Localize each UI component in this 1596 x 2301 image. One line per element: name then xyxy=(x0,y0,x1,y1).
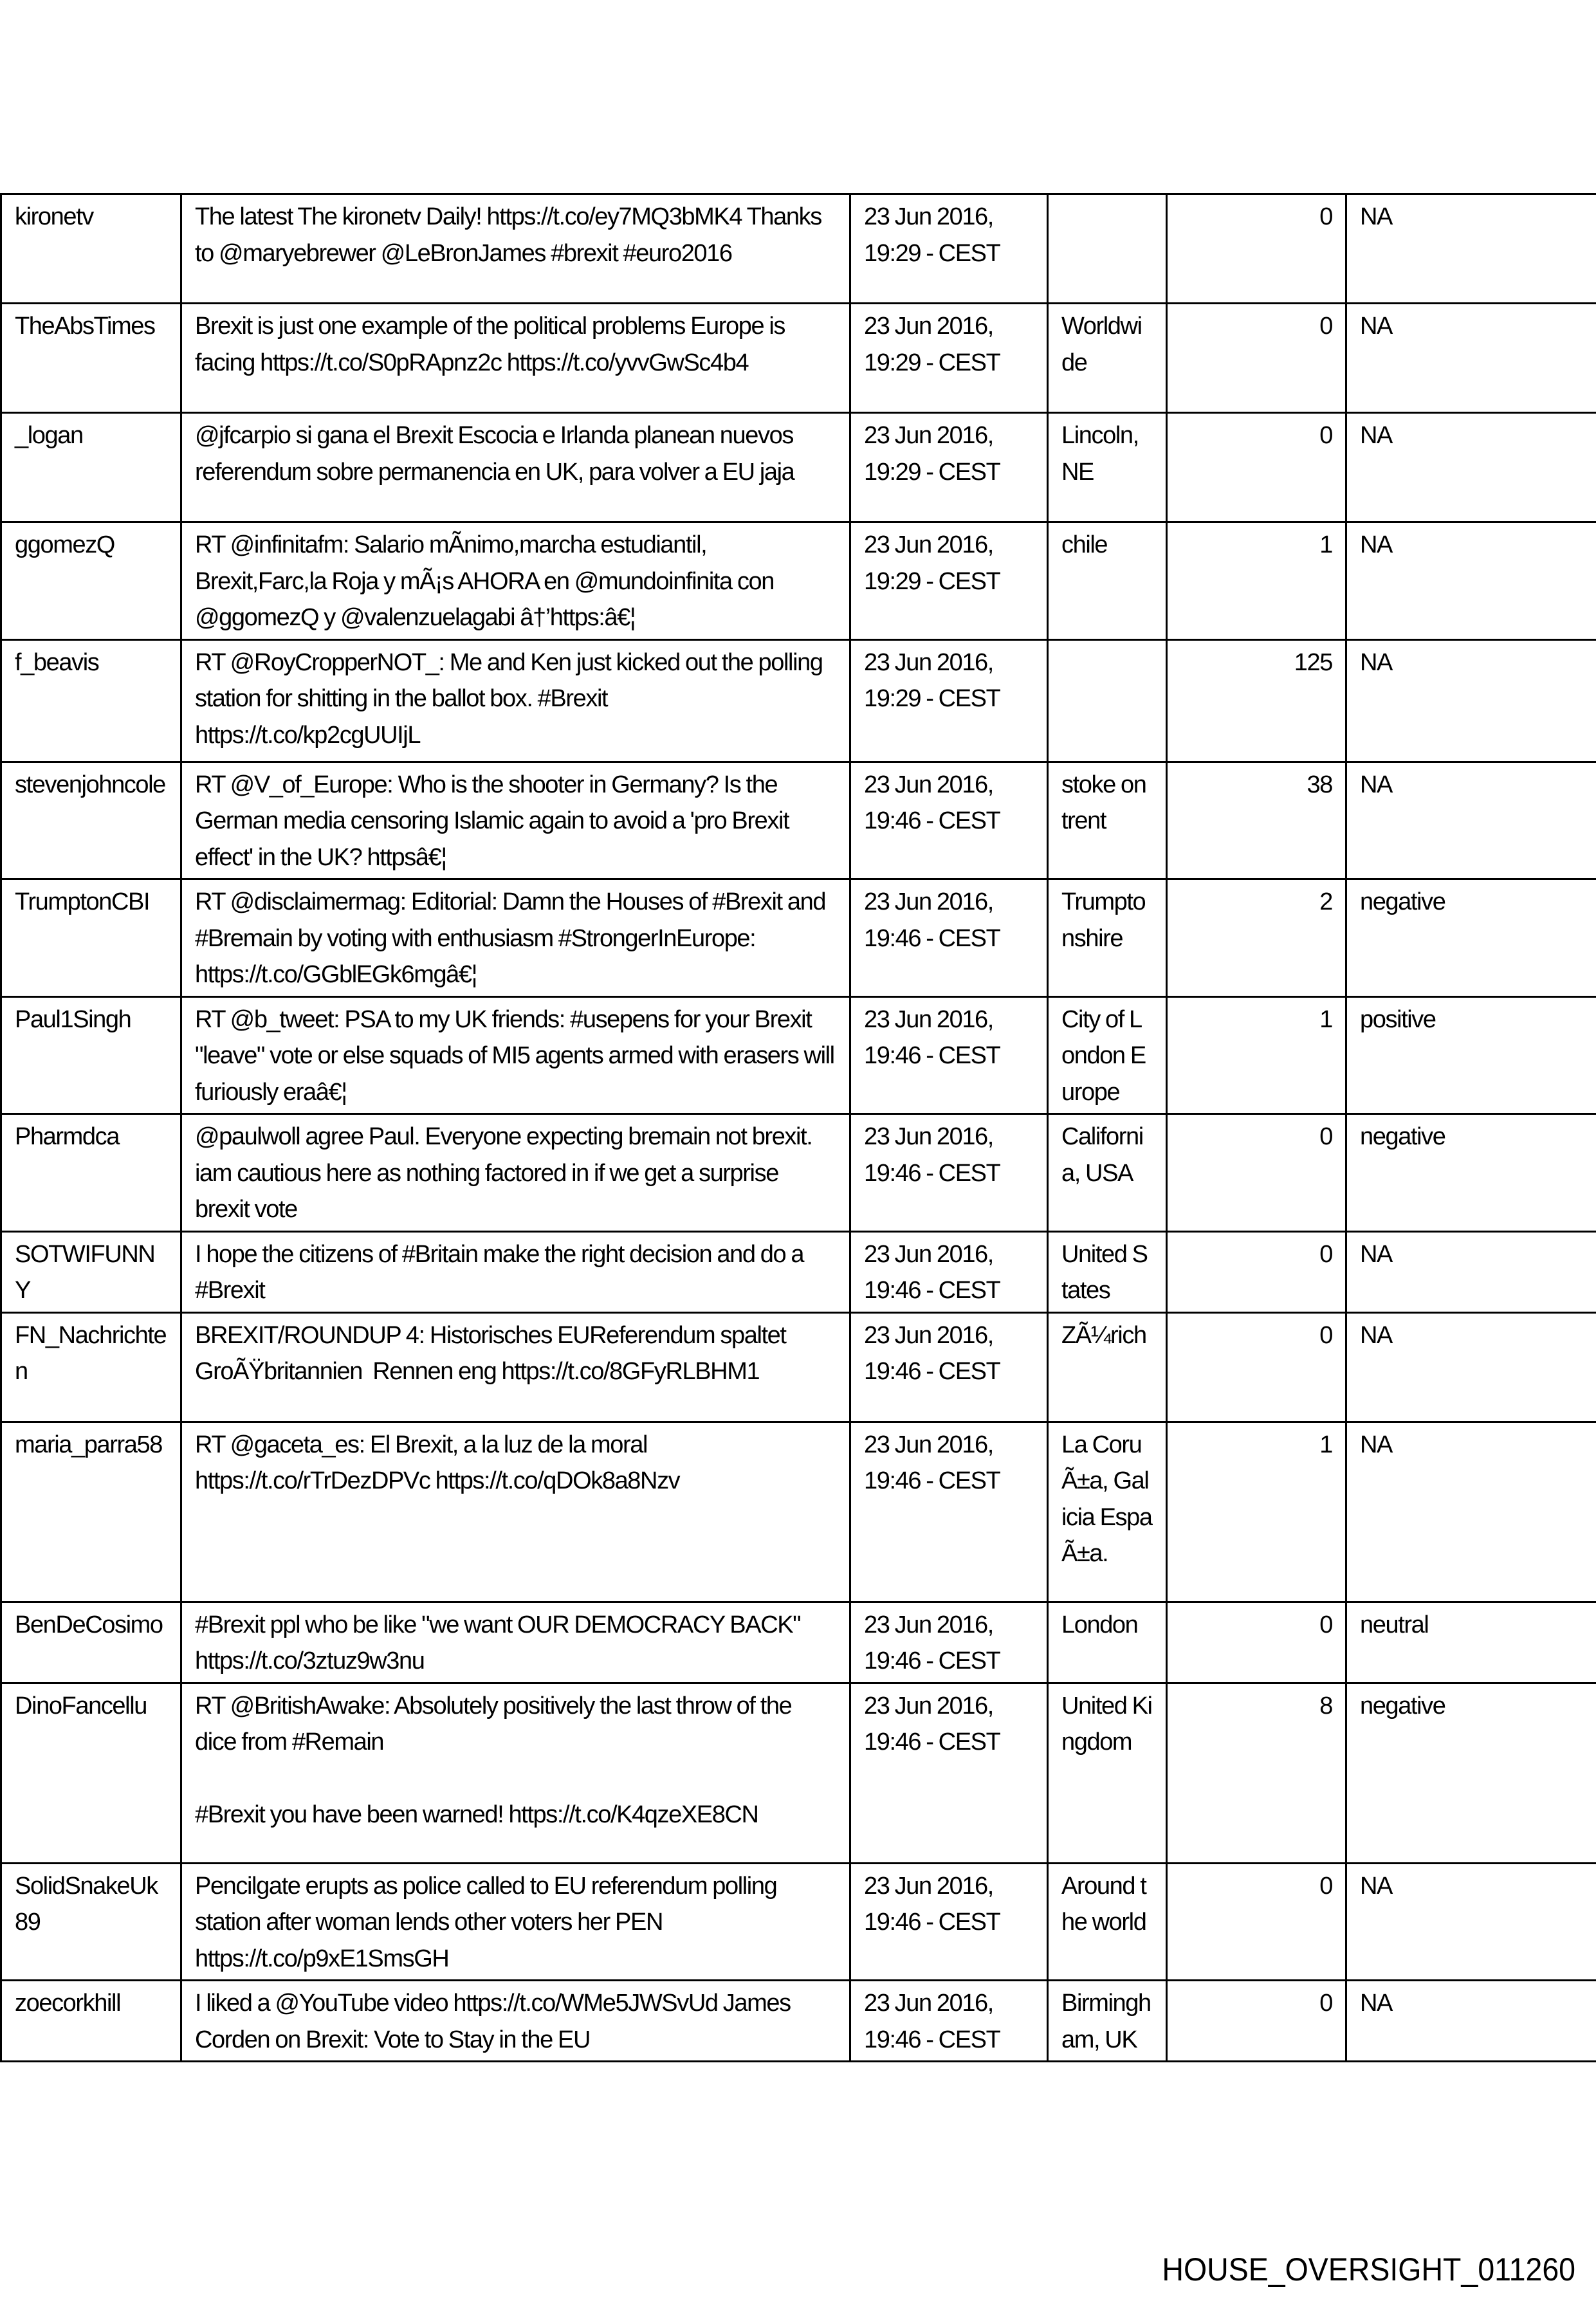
tweet-location: Worldwide xyxy=(1048,304,1167,413)
tweet-retweet-count: 0 xyxy=(1167,1981,1346,2062)
table-row xyxy=(1,1981,1596,2062)
tweet-text: #Brexit ppl who be like "we want OUR DEMOCRACY BACK" https://t.co/3ztuz9w3nu xyxy=(181,1602,850,1683)
tweet-retweet-count: 0 xyxy=(1167,194,1346,304)
tweet-text: RT @RoyCropperNOT_: Me and Ken just kicked out the polling station for shitting in the ballot box. #Brexit https://t.co/kp2cgUUIjL xyxy=(181,639,850,762)
tweet-retweet-count: 0 xyxy=(1167,1602,1346,1683)
tweet-text: RT @V_of_Europe: Who is the shooter in Germany? Is the German media censoring Islamic again to avoid a 'pro Brexit effect' in the UK? httpsâ€¦ xyxy=(181,762,850,879)
tweet-location: Around the world xyxy=(1048,1863,1167,1981)
tweet-location: stoke on trent xyxy=(1048,762,1167,879)
tweet-user: SolidSnakeUk89 xyxy=(1,1863,181,1981)
bates-number: HOUSE_OVERSIGHT_011260 xyxy=(1162,2251,1575,2287)
tweet-sentiment: NA xyxy=(1346,1231,1596,1312)
tweet-date: 23 Jun 2016, 19:46 - CEST xyxy=(850,762,1048,879)
tweet-date: 23 Jun 2016, 19:29 - CEST xyxy=(850,413,1048,522)
table-row xyxy=(1,1312,1596,1422)
tweet-table-container xyxy=(0,193,1596,2062)
tweet-date: 23 Jun 2016, 19:46 - CEST xyxy=(850,1683,1048,1863)
tweet-user: Pharmdca xyxy=(1,1114,181,1232)
tweet-retweet-count: 1 xyxy=(1167,1422,1346,1602)
tweet-sentiment: negative xyxy=(1346,1114,1596,1232)
tweet-retweet-count: 0 xyxy=(1167,413,1346,522)
tweet-sentiment: NA xyxy=(1346,194,1596,304)
tweet-retweet-count: 38 xyxy=(1167,762,1346,879)
tweet-date: 23 Jun 2016, 19:46 - CEST xyxy=(850,1312,1048,1422)
tweet-user: f_beavis xyxy=(1,639,181,762)
tweet-retweet-count: 1 xyxy=(1167,996,1346,1114)
tweet-text: Brexit is just one example of the political problems Europe is facing https://t.co/S0pRApnz2c https://t.co/yvvGwSc4b4 xyxy=(181,304,850,413)
table-row xyxy=(1,522,1596,640)
tweet-user: FN_Nachrichten xyxy=(1,1312,181,1422)
tweet-user: stevenjohncole xyxy=(1,762,181,879)
tweet-date: 23 Jun 2016, 19:46 - CEST xyxy=(850,1114,1048,1232)
table-row xyxy=(1,879,1596,997)
tweet-date: 23 Jun 2016, 19:29 - CEST xyxy=(850,639,1048,762)
tweet-location: Lincoln, NE xyxy=(1048,413,1167,522)
table-row xyxy=(1,996,1596,1114)
tweet-location: United States xyxy=(1048,1231,1167,1312)
tweet-retweet-count: 0 xyxy=(1167,1231,1346,1312)
tweet-location: United Kingdom xyxy=(1048,1683,1167,1863)
tweet-sentiment: negative xyxy=(1346,879,1596,997)
tweet-text: I hope the citizens of #Britain make the right decision and do a #Brexit xyxy=(181,1231,850,1312)
tweet-sentiment: NA xyxy=(1346,1863,1596,1981)
tweet-text: RT @disclaimermag: Editorial: Damn the Houses of #Brexit and #Bremain by voting with enthusiasm #StrongerInEurope: https://t.co/GGblEGk6mgâ€¦ xyxy=(181,879,850,997)
tweet-text: @jfcarpio si gana el Brexit Escocia e Irlanda planean nuevos referendum sobre permanencia en UK, para volver a EU jaja xyxy=(181,413,850,522)
tweet-user: TheAbsTimes xyxy=(1,304,181,413)
tweet-sentiment: neutral xyxy=(1346,1602,1596,1683)
tweet-user: SOTWIFUNNY xyxy=(1,1231,181,1312)
table-row xyxy=(1,1422,1596,1602)
tweet-location: chile xyxy=(1048,522,1167,640)
table-row xyxy=(1,1231,1596,1312)
tweet-user: Paul1Singh xyxy=(1,996,181,1114)
tweet-location: City of London Europe xyxy=(1048,996,1167,1114)
tweet-text: BREXIT/ROUNDUP 4: Historisches EUReferendum spaltet GroÃŸbritannien Rennen eng https://t.co/8GFyRLBHM1 xyxy=(181,1312,850,1422)
tweet-date: 23 Jun 2016, 19:46 - CEST xyxy=(850,1231,1048,1312)
tweet-location: Birmingham, UK xyxy=(1048,1981,1167,2062)
tweet-date: 23 Jun 2016, 19:46 - CEST xyxy=(850,1422,1048,1602)
tweet-sentiment: NA xyxy=(1346,1981,1596,2062)
tweet-user: BenDeCosimo xyxy=(1,1602,181,1683)
tweet-user: DinoFancellu xyxy=(1,1683,181,1863)
tweet-date: 23 Jun 2016, 19:46 - CEST xyxy=(850,1602,1048,1683)
tweet-user: zoecorkhill xyxy=(1,1981,181,2062)
tweet-sentiment: NA xyxy=(1346,413,1596,522)
tweet-location: Trumptonshire xyxy=(1048,879,1167,997)
tweet-text: Pencilgate erupts as police called to EU referendum polling station after woman lends other voters her PEN https://t.co/p9xE1SmsGH xyxy=(181,1863,850,1981)
tweet-text: RT @b_tweet: PSA to my UK friends: #usepens for your Brexit "leave" vote or else squads of MI5 agents armed with erasers will furiously eraâ€¦ xyxy=(181,996,850,1114)
tweet-date: 23 Jun 2016, 19:29 - CEST xyxy=(850,304,1048,413)
tweet-retweet-count: 0 xyxy=(1167,304,1346,413)
tweet-text: @paulwoll agree Paul. Everyone expecting bremain not brexit. iam cautious here as nothing factored in if we get a surprise brexit vote xyxy=(181,1114,850,1232)
tweet-location: La CoruÃ±a, Galicia EspaÃ±a. xyxy=(1048,1422,1167,1602)
table-row xyxy=(1,1863,1596,1981)
tweet-retweet-count: 8 xyxy=(1167,1683,1346,1863)
tweet-sentiment: negative xyxy=(1346,1683,1596,1863)
tweet-sentiment: NA xyxy=(1346,639,1596,762)
table-row xyxy=(1,762,1596,879)
tweet-location xyxy=(1048,639,1167,762)
tweet-sentiment: NA xyxy=(1346,762,1596,879)
tweet-text: RT @infinitafm: Salario mÃnimo,marcha estudiantil, Brexit,Farc,la Roja y mÃ¡s AHORA en @mundoinfinita con @ggomezQ y @valenzuelagabi â†’https:â€¦ xyxy=(181,522,850,640)
tweet-text: RT @gaceta_es: El Brexit, a la luz de la moral https://t.co/rTrDezDPVc https://t.co/qDOk8a8Nzv xyxy=(181,1422,850,1602)
tweet-retweet-count: 0 xyxy=(1167,1863,1346,1981)
tweet-retweet-count: 0 xyxy=(1167,1114,1346,1232)
tweet-user: ggomezQ xyxy=(1,522,181,640)
tweet-table xyxy=(0,193,1596,2062)
tweet-sentiment: NA xyxy=(1346,1422,1596,1602)
tweet-retweet-count: 1 xyxy=(1167,522,1346,640)
table-row xyxy=(1,304,1596,413)
tweet-user: kironetv xyxy=(1,194,181,304)
tweet-user: _logan xyxy=(1,413,181,522)
tweet-date: 23 Jun 2016, 19:46 - CEST xyxy=(850,1863,1048,1981)
tweet-location: London xyxy=(1048,1602,1167,1683)
table-row xyxy=(1,1602,1596,1683)
tweet-retweet-count: 125 xyxy=(1167,639,1346,762)
tweet-retweet-count: 0 xyxy=(1167,1312,1346,1422)
tweet-date: 23 Jun 2016, 19:46 - CEST xyxy=(850,879,1048,997)
table-row xyxy=(1,194,1596,304)
tweet-sentiment: positive xyxy=(1346,996,1596,1114)
table-row xyxy=(1,1683,1596,1863)
table-row xyxy=(1,413,1596,522)
tweet-retweet-count: 2 xyxy=(1167,879,1346,997)
tweet-sentiment: NA xyxy=(1346,304,1596,413)
tweet-date: 23 Jun 2016, 19:46 - CEST xyxy=(850,996,1048,1114)
tweet-date: 23 Jun 2016, 19:46 - CEST xyxy=(850,1981,1048,2062)
tweet-sentiment: NA xyxy=(1346,1312,1596,1422)
tweet-user: TrumptonCBI xyxy=(1,879,181,997)
tweet-date: 23 Jun 2016, 19:29 - CEST xyxy=(850,522,1048,640)
tweet-sentiment: NA xyxy=(1346,522,1596,640)
tweet-table-body xyxy=(1,194,1596,2062)
tweet-user: maria_parra58 xyxy=(1,1422,181,1602)
table-row xyxy=(1,639,1596,762)
tweet-location xyxy=(1048,194,1167,304)
tweet-date: 23 Jun 2016, 19:29 - CEST xyxy=(850,194,1048,304)
table-row xyxy=(1,1114,1596,1232)
tweet-text: I liked a @YouTube video https://t.co/WMe5JWSvUd James Corden on Brexit: Vote to Stay in the EU xyxy=(181,1981,850,2062)
tweet-text: The latest The kironetv Daily! https://t.co/ey7MQ3bMK4 Thanks to @maryebrewer @LeBronJames #brexit #euro2016 xyxy=(181,194,850,304)
tweet-location: ZÃ¼rich xyxy=(1048,1312,1167,1422)
tweet-text: RT @BritishAwake: Absolutely positively the last throw of the dice from #Remain #Brexit you have been warned! https://t.co/K4qzeXE8CN xyxy=(181,1683,850,1863)
tweet-location: California, USA xyxy=(1048,1114,1167,1232)
